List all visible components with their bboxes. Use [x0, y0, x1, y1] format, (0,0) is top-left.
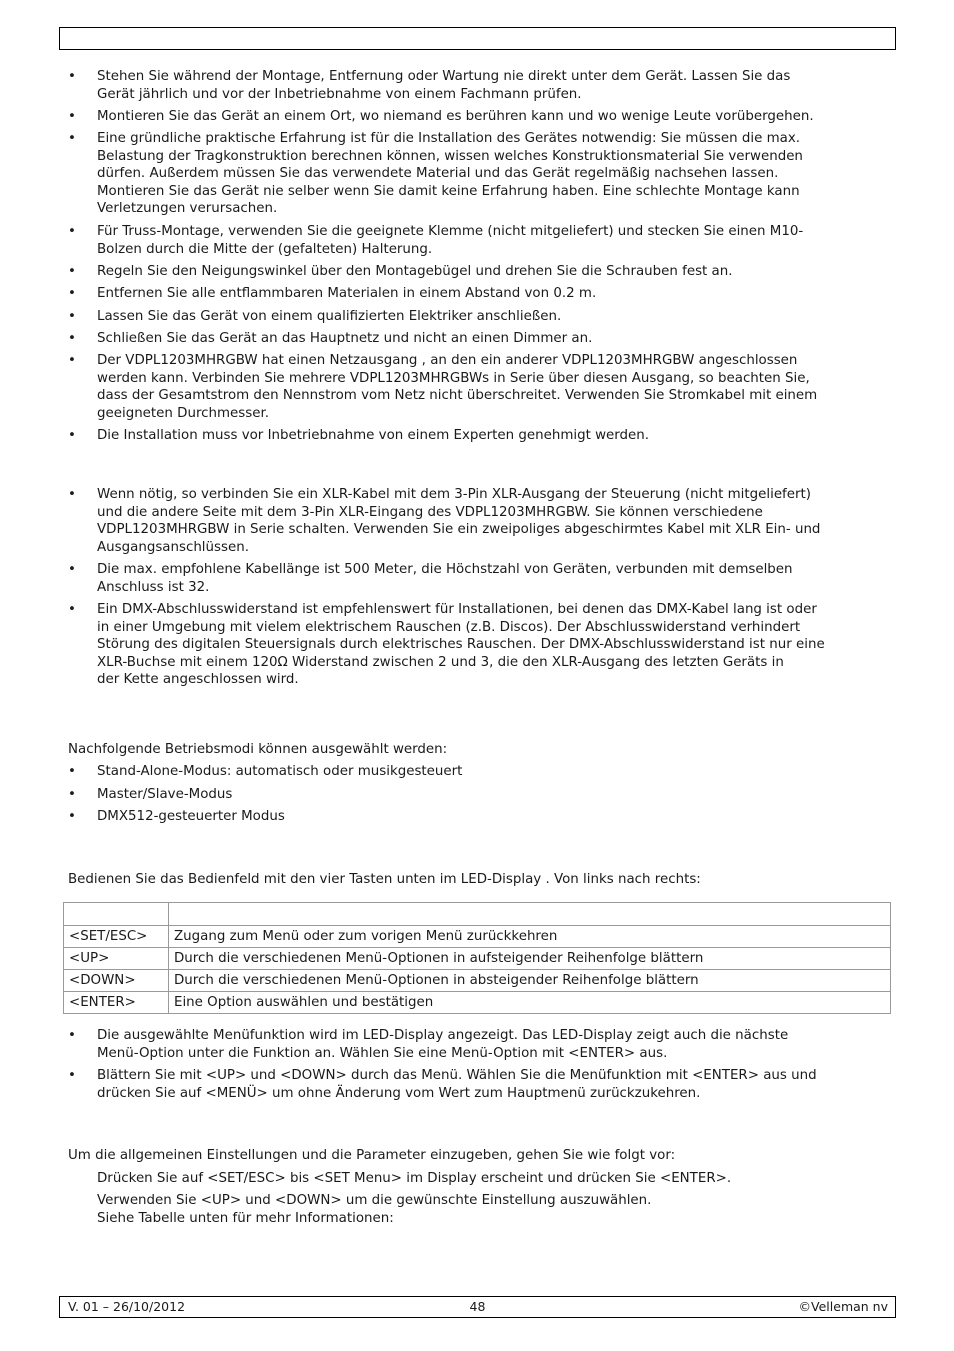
- key-name: <ENTER>: [64, 992, 169, 1014]
- bullet-mark: •: [68, 264, 76, 279]
- text-line: Anschluss ist 32.: [97, 579, 210, 595]
- key-description: Eine Option auswählen und bestätigen: [169, 992, 891, 1014]
- bullet-mark: •: [68, 764, 76, 779]
- text-line: Stand-Alone-Modus: automatisch oder musikgesteuert: [97, 764, 463, 779]
- table-row: [64, 926, 891, 948]
- list-item: [68, 427, 888, 445]
- list-item-text: [97, 427, 888, 445]
- text-line: VDPL1203MHRGBW in Serie schalten. Verwenden Sie ein zweipoliges abgeschirmtes Kabel mit XLR Ein- und: [97, 522, 821, 537]
- bullet-mark: •: [68, 353, 76, 368]
- text-line: Der VDPL1203MHRGBW hat einen Netzausgang , an den ein anderer VDPL1203MHRGBW angeschlossen: [97, 353, 798, 368]
- footer-page-number: 48: [469, 1299, 486, 1314]
- list-item: [68, 308, 888, 326]
- text-line: Ein DMX-Abschlusswiderstand ist empfehlenswert für Installationen, bei denen das DMX-Kabel lang ist oder: [97, 602, 817, 617]
- list-item: [68, 601, 888, 689]
- key-table: [63, 902, 891, 1014]
- text-line: Drücken Sie auf <SET/ESC> bis <SET Menu> im Display erscheint und drücken Sie <ENTER>.: [97, 1171, 732, 1186]
- text-line: und die andere Seite mit dem 3-Pin XLR-Eingang des VDPL1203MHRGBW. Sie können verschiedene: [97, 504, 763, 520]
- table-row: [64, 992, 891, 1014]
- text-line: Blättern Sie mit <UP> und <DOWN> durch das Menü. Wählen Sie die Menüfunktion mit <ENTER> aus und: [97, 1068, 817, 1083]
- list-item-text: [97, 285, 888, 303]
- text-line: Verletzungen verursachen.: [97, 201, 278, 216]
- text-line: Die ausgewählte Menüfunktion wird im LED-Display angezeigt. Das LED-Display zeigt auch die nächste: [97, 1028, 789, 1043]
- list-item-text: [97, 1027, 888, 1062]
- settings-intro: Um die allgemeinen Einstellungen und die Parameter einzugeben, gehen Sie wie folgt vor:: [68, 1148, 676, 1163]
- key-description: Durch die verschiedenen Menü-Optionen in absteigender Reihenfolge blättern: [169, 970, 891, 992]
- bullet-mark: •: [68, 1068, 76, 1083]
- bullet-mark: •: [68, 602, 76, 617]
- list-item-text: [97, 130, 888, 218]
- list-item-text: [97, 108, 888, 126]
- text-line: Wenn nötig, so verbinden Sie ein XLR-Kabel mit dem 3-Pin XLR-Ausgang der Steuerung (nicht mitgeliefert): [97, 487, 811, 502]
- text-line: der Kette angeschlossen wird.: [97, 672, 299, 687]
- list-item: [68, 352, 888, 422]
- text-line: DMX512-gesteuerter Modus: [97, 809, 285, 824]
- list-item: [68, 263, 888, 281]
- text-line: Störung des digitalen Steuersignals durch elektrisches Rauschen. Der DMX-Abschlusswiderstand ist nur eine: [97, 637, 825, 652]
- list-item-text: [97, 308, 888, 326]
- bullet-mark: •: [68, 224, 76, 239]
- text-line: Die max. empfohlene Kabellänge ist 500 Meter, die Höchstzahl von Geräten, verbunden mit demselben: [97, 562, 793, 577]
- text-line: Stehen Sie während der Montage, Entfernung oder Wartung nie direkt unter dem Gerät. Lassen Sie das: [97, 69, 791, 84]
- text-line: Belastung der Tragkonstruktion berechnen können, wissen welches Konstruktionsmaterial Sie verwenden: [97, 148, 803, 164]
- list-item-text: [97, 763, 888, 781]
- text-line: Ausgangsanschlüssen.: [97, 539, 249, 555]
- bullet-mark: •: [68, 309, 76, 324]
- table-row: [64, 970, 891, 992]
- text-line: Menü-Option unter die Funktion an. Wählen Sie eine Menü-Option mit <ENTER> aus.: [97, 1045, 668, 1061]
- bullet-mark: •: [68, 562, 76, 577]
- text-line: Montieren Sie das Gerät an einem Ort, wo niemand es berühren kann und wo wenige Leute vorübergehen.: [97, 109, 814, 124]
- page-header-box: [59, 27, 896, 50]
- text-line: geeigneten Durchmesser.: [97, 405, 270, 421]
- list-item: [68, 808, 888, 826]
- text-line: Die Installation muss vor Inbetriebnahme von einem Experten genehmigt werden.: [97, 428, 650, 443]
- list-item: [68, 285, 888, 303]
- bullet-mark: •: [68, 69, 76, 84]
- text-line: Lassen Sie das Gerät von einem qualifizierten Elektriker anschließen.: [97, 309, 562, 324]
- text-line: in einer Umgebung mit vielem elektrischem Rauschen (z.B. Discos). Der Abschlusswiderstand verhindert: [97, 619, 801, 635]
- list-item: [68, 1067, 888, 1102]
- panel-intro: Bedienen Sie das Bedienfeld mit den vier Tasten unten im LED-Display . Von links nach rechts:: [68, 872, 701, 887]
- text-line: werden kann. Verbinden Sie mehrere VDPL1203MHRGBWs in Serie über diesen Ausgang, so beachten Sie,: [97, 370, 810, 386]
- modes-intro: Nachfolgende Betriebsmodi können ausgewählt werden:: [68, 742, 448, 757]
- list-item-text: [97, 561, 888, 596]
- list-item-text: [97, 786, 888, 804]
- list-item: [68, 1027, 888, 1062]
- list-item-text: [97, 223, 888, 258]
- list-item: [68, 330, 888, 348]
- text-line: Master/Slave-Modus: [97, 787, 233, 802]
- text-line: Regeln Sie den Neigungswinkel über den Montagebügel und drehen Sie die Schrauben fest an.: [97, 264, 733, 279]
- text-line: Siehe Tabelle unten für mehr Informationen:: [97, 1210, 394, 1226]
- text-line: Schließen Sie das Gerät an das Hauptnetz und nicht an einen Dimmer an.: [97, 331, 593, 346]
- bullet-mark: •: [68, 428, 76, 443]
- bullet-mark: •: [68, 809, 76, 824]
- list-item: [68, 223, 888, 258]
- bullet-mark: •: [68, 331, 76, 346]
- list-item-text: [97, 263, 888, 281]
- key-description: Zugang zum Menü oder zum vorigen Menü zurückkehren: [169, 926, 891, 948]
- text-line: Montieren Sie das Gerät nie selber wenn Sie damit keine Erfahrung haben. Eine schlechte Montage kann: [97, 183, 800, 199]
- list-item: [68, 763, 888, 781]
- list-item: [68, 561, 888, 596]
- list-item-text: [97, 352, 888, 422]
- key-description: Durch die verschiedenen Menü-Optionen in aufsteigender Reihenfolge blättern: [169, 948, 891, 970]
- text-line: drücken Sie auf <MENÜ> um ohne Änderung vom Wert zum Hauptmenü zurückzukehren.: [97, 1085, 701, 1101]
- bullet-mark: •: [68, 1028, 76, 1043]
- key-table-header-key: [64, 903, 169, 926]
- page-footer: [59, 1296, 896, 1318]
- list-item: [68, 130, 888, 218]
- list-item: [68, 486, 888, 556]
- key-name: <UP>: [64, 948, 169, 970]
- key-name: <DOWN>: [64, 970, 169, 992]
- bullet-mark: •: [68, 286, 76, 301]
- text-line: XLR-Buchse mit einem 120Ω Widerstand zwischen 2 und 3, die den XLR-Ausgang des letzten Geräts in: [97, 654, 784, 670]
- key-table-header: [64, 903, 891, 926]
- text-line: Für Truss-Montage, verwenden Sie die geeignete Klemme (nicht mitgeliefert) und stecken Sie einen M10-: [97, 224, 804, 239]
- key-name: <SET/ESC>: [64, 926, 169, 948]
- bullet-mark: •: [68, 131, 76, 146]
- bullet-mark: •: [68, 487, 76, 502]
- bullet-mark: •: [68, 787, 76, 802]
- list-item-text: [97, 1067, 888, 1102]
- list-item: [68, 786, 888, 804]
- list-item-text: [97, 486, 888, 556]
- list-item: [68, 68, 888, 103]
- step-item: [97, 1192, 651, 1227]
- list-item-text: [97, 68, 888, 103]
- list-item-text: [97, 330, 888, 348]
- text-line: dürfen. Außerdem müssen Sie das verwendete Material und das Gerät regelmäßig nachsehen lassen.: [97, 166, 779, 181]
- text-line: Eine gründliche praktische Erfahrung ist für die Installation des Gerätes notwendig: Sie müssen die max.: [97, 131, 801, 146]
- text-line: Verwenden Sie <UP> und <DOWN> um die gewünschte Einstellung auszuwählen.: [97, 1193, 652, 1208]
- text-line: dass der Gesamtstrom den Nennstrom vom Netz nicht überschreitet. Verwenden Sie Stromkabel mit einem: [97, 388, 818, 403]
- text-line: Gerät jährlich und vor der Inbetriebnahme von einem Fachmann prüfen.: [97, 86, 582, 102]
- table-row: [64, 948, 891, 970]
- step-item: [97, 1170, 731, 1188]
- text-line: Bolzen durch die Mitte der (gefalteten) Halterung.: [97, 241, 433, 257]
- text-line: Entfernen Sie alle entflammbaren Materialen in einem Abstand von 0.2 m.: [97, 286, 597, 301]
- list-item-text: [97, 808, 888, 826]
- list-item-text: [97, 601, 888, 689]
- bullet-mark: •: [68, 109, 76, 124]
- key-table-header-function: [169, 903, 891, 926]
- footer-copyright: ©Velleman nv: [798, 1299, 888, 1314]
- list-item: [68, 108, 888, 126]
- footer-version: V. 01 – 26/10/2012: [68, 1299, 186, 1314]
